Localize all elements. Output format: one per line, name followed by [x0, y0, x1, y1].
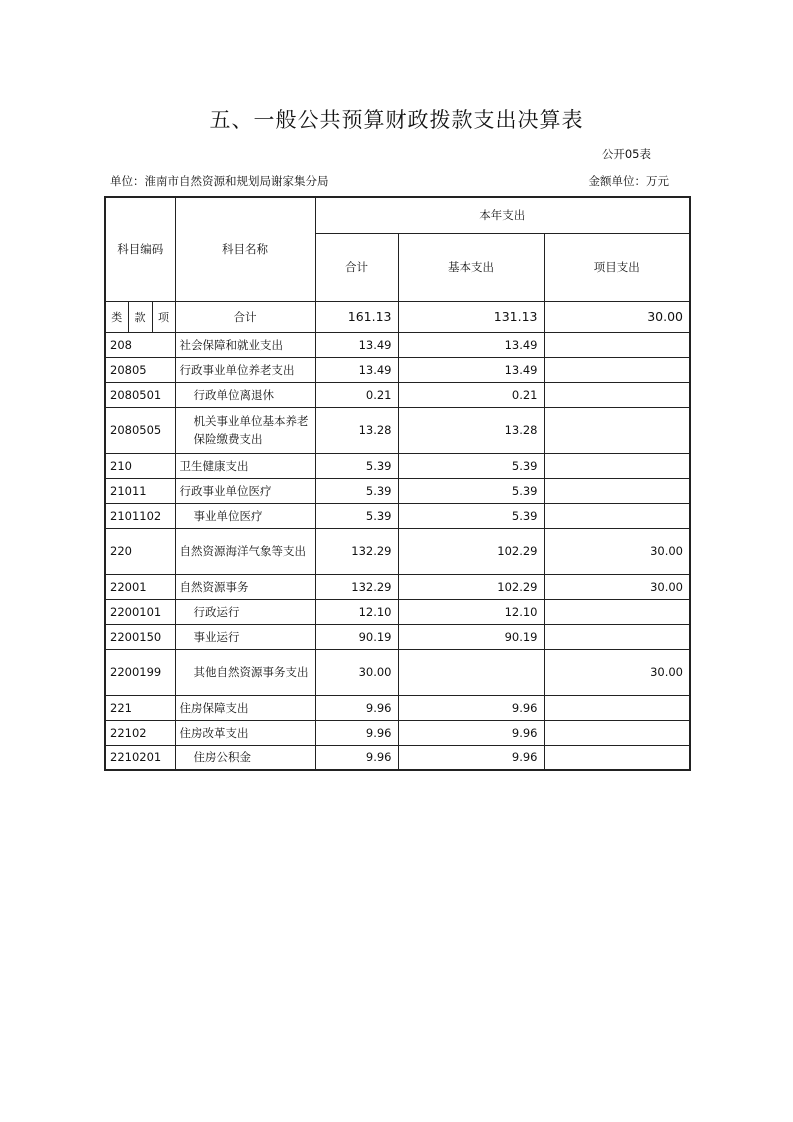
row-basic: 9.96	[398, 745, 544, 770]
row-name: 机关事业单位基本养老保险缴费支出	[175, 407, 315, 453]
row-total: 9.96	[315, 720, 398, 745]
form-number: 公开05表	[601, 147, 651, 161]
row-basic: 5.39	[398, 453, 544, 478]
table-row	[105, 745, 690, 770]
row-project	[544, 478, 690, 503]
amount-unit: 金额单位：万元	[588, 174, 669, 188]
row-total: 9.96	[315, 745, 398, 770]
row-name: 住房保障支出	[175, 695, 315, 720]
row-code: 2080501	[105, 382, 175, 407]
row-total: 90.19	[315, 624, 398, 649]
row-name: 行政事业单位医疗	[175, 478, 315, 503]
row-name: 其他自然资源事务支出	[175, 649, 315, 695]
row-project: 30.00	[544, 528, 690, 574]
row-project	[544, 407, 690, 453]
table-row	[105, 528, 690, 574]
row-project	[544, 624, 690, 649]
row-code: 22102	[105, 720, 175, 745]
expenditure-table	[104, 196, 691, 771]
table-row	[105, 407, 690, 453]
row-basic: 5.39	[398, 478, 544, 503]
row-name: 行政运行	[175, 599, 315, 624]
xiang-header: 项	[152, 301, 175, 332]
table-row	[105, 503, 690, 528]
row-code: 2200150	[105, 624, 175, 649]
row-name: 卫生健康支出	[175, 453, 315, 478]
row-code: 2080505	[105, 407, 175, 453]
row-total: 0.21	[315, 382, 398, 407]
row-project: 30.00	[544, 574, 690, 599]
row-name: 行政单位离退休	[175, 382, 315, 407]
row-total: 13.49	[315, 357, 398, 382]
table-row	[105, 453, 690, 478]
row-basic: 13.28	[398, 407, 544, 453]
row-name: 住房公积金	[175, 745, 315, 770]
table-row	[105, 649, 690, 695]
row-project	[544, 357, 690, 382]
total-row-basic: 131.13	[398, 301, 544, 332]
row-basic: 12.10	[398, 599, 544, 624]
unit-name: 单位：淮南市自然资源和规划局谢家集分局	[110, 174, 329, 188]
table-row	[105, 624, 690, 649]
row-code: 221	[105, 695, 175, 720]
total-row-total: 161.13	[315, 301, 398, 332]
row-total: 13.49	[315, 332, 398, 357]
lei-header: 类	[105, 301, 128, 332]
row-project	[544, 503, 690, 528]
total-row-label: 合计	[175, 301, 315, 332]
row-code: 2101102	[105, 503, 175, 528]
row-project	[544, 745, 690, 770]
table-row	[105, 720, 690, 745]
row-name: 自然资源事务	[175, 574, 315, 599]
row-project	[544, 382, 690, 407]
row-basic: 90.19	[398, 624, 544, 649]
table-row	[105, 382, 690, 407]
row-code: 22001	[105, 574, 175, 599]
total-row-project: 30.00	[544, 301, 690, 332]
row-total: 132.29	[315, 528, 398, 574]
row-total: 13.28	[315, 407, 398, 453]
row-total: 12.10	[315, 599, 398, 624]
row-basic	[398, 649, 544, 695]
row-project	[544, 695, 690, 720]
table-row	[105, 695, 690, 720]
current-year-header: 本年支出	[315, 197, 690, 233]
project-header: 项目支出	[544, 233, 690, 301]
row-project: 30.00	[544, 649, 690, 695]
row-project	[544, 332, 690, 357]
row-total: 30.00	[315, 649, 398, 695]
row-name: 行政事业单位养老支出	[175, 357, 315, 382]
code-header: 科目编码	[105, 197, 175, 301]
row-basic: 102.29	[398, 528, 544, 574]
name-header: 科目名称	[175, 197, 315, 301]
row-basic: 9.96	[398, 695, 544, 720]
row-code: 2200101	[105, 599, 175, 624]
row-total: 132.29	[315, 574, 398, 599]
page-title: 五、一般公共预算财政拨款支出决算表	[209, 108, 584, 132]
table-row	[105, 332, 690, 357]
row-total: 5.39	[315, 503, 398, 528]
row-code: 21011	[105, 478, 175, 503]
row-basic: 5.39	[398, 503, 544, 528]
row-basic: 13.49	[398, 357, 544, 382]
row-project	[544, 720, 690, 745]
row-basic: 0.21	[398, 382, 544, 407]
row-project	[544, 599, 690, 624]
table-row	[105, 478, 690, 503]
row-total: 9.96	[315, 695, 398, 720]
row-code: 220	[105, 528, 175, 574]
row-basic: 102.29	[398, 574, 544, 599]
table-row	[105, 574, 690, 599]
table-row	[105, 357, 690, 382]
row-name: 住房改革支出	[175, 720, 315, 745]
table-row	[105, 599, 690, 624]
row-basic: 13.49	[398, 332, 544, 357]
kuan-header: 款	[128, 301, 152, 332]
basic-header: 基本支出	[398, 233, 544, 301]
row-name: 社会保障和就业支出	[175, 332, 315, 357]
row-total: 5.39	[315, 478, 398, 503]
total-row	[105, 301, 690, 332]
row-code: 210	[105, 453, 175, 478]
header-row-1	[105, 197, 690, 233]
row-code: 20805	[105, 357, 175, 382]
row-code: 2210201	[105, 745, 175, 770]
row-code: 2200199	[105, 649, 175, 695]
row-name: 事业运行	[175, 624, 315, 649]
row-code: 208	[105, 332, 175, 357]
row-basic: 9.96	[398, 720, 544, 745]
row-project	[544, 453, 690, 478]
row-total: 5.39	[315, 453, 398, 478]
total-header: 合计	[315, 233, 398, 301]
row-name: 事业单位医疗	[175, 503, 315, 528]
row-name: 自然资源海洋气象等支出	[175, 528, 315, 574]
